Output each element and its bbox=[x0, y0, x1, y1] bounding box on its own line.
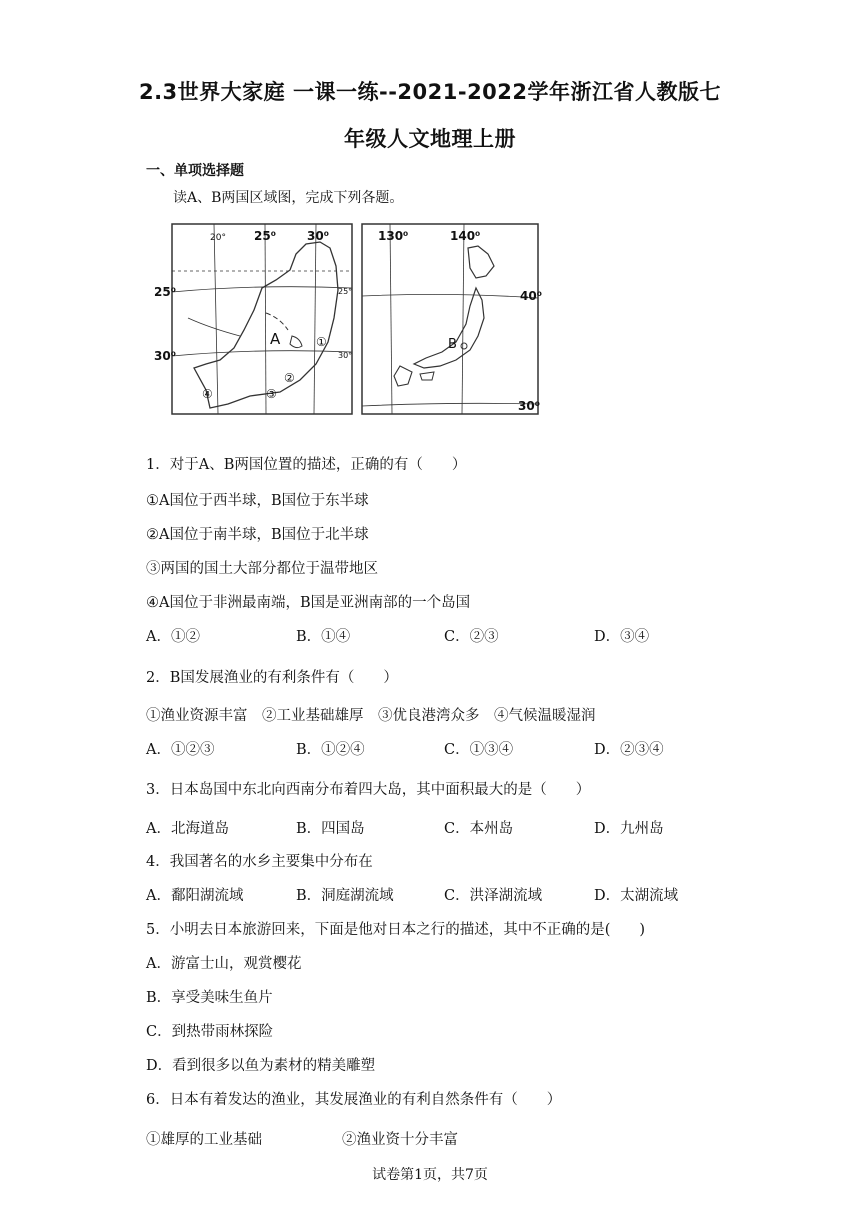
question-2-option-d[interactable]: D．②③④ bbox=[594, 742, 664, 758]
question-1-statement-1: ①A国位于西半球，B国位于东半球 bbox=[146, 493, 369, 509]
map-a-lon-30: 30⁰ bbox=[307, 229, 329, 243]
question-1-statement-3: ③两国的国土大部分都位于温带地区 bbox=[146, 561, 378, 577]
map-a-city-4: ④ bbox=[202, 387, 213, 401]
question-6-statement-2: ②渔业资十分丰富 bbox=[342, 1132, 458, 1148]
page-title-line1: 2.3世界大家庭 一课一练--2021-2022学年浙江省人教版七 bbox=[138, 80, 722, 104]
question-1-stem: 1．对于A、B两国位置的描述，正确的有（ ） bbox=[146, 457, 467, 473]
question-1-statement-2: ②A国位于南半球，B国位于北半球 bbox=[146, 527, 369, 543]
map-a-city-1: ① bbox=[316, 335, 327, 349]
question-3-option-a[interactable]: A．北海道岛 bbox=[146, 821, 229, 837]
map-b-lat-30: 30⁰ bbox=[518, 399, 540, 413]
question-4-option-d[interactable]: D．太湖流域 bbox=[594, 888, 679, 904]
question-6-statement-1: ①雄厚的工业基础 bbox=[146, 1132, 262, 1148]
map-a-lat-30-right: 30° bbox=[338, 351, 353, 360]
question-1-option-b[interactable]: B．①④ bbox=[296, 629, 351, 645]
question-5-stem: 5．小明去日本旅游回来，下面是他对日本之行的描述，其中不正确的是( ) bbox=[146, 922, 646, 938]
map-a-lat-25-right: 25° bbox=[338, 287, 353, 296]
map-a-city-2: ② bbox=[284, 371, 295, 385]
map-a-city-3: ③ bbox=[266, 387, 277, 401]
section-heading: 一、单项选择题 bbox=[146, 163, 244, 179]
question-3-option-c[interactable]: C．本州岛 bbox=[444, 821, 514, 837]
question-3-option-b[interactable]: B．四国岛 bbox=[296, 821, 365, 837]
question-1-option-c[interactable]: C．②③ bbox=[444, 629, 499, 645]
map-b-lon-130: 130⁰ bbox=[378, 229, 409, 243]
question-2-option-b[interactable]: B．①②④ bbox=[296, 742, 365, 758]
question-2-stem: 2．B国发展渔业的有利条件有（ ） bbox=[146, 670, 398, 686]
question-2-option-a[interactable]: A．①②③ bbox=[146, 742, 215, 758]
question-4-option-a[interactable]: A．鄱阳湖流域 bbox=[146, 888, 244, 904]
question-5-option-d[interactable]: D．看到很多以鱼为素材的精美雕塑 bbox=[146, 1058, 376, 1074]
map-a bbox=[172, 224, 352, 414]
question-4-stem: 4．我国著名的水乡主要集中分布在 bbox=[146, 854, 373, 870]
question-2-option-c[interactable]: C．①③④ bbox=[444, 742, 514, 758]
question-5-option-a[interactable]: A．游富士山，观赏樱花 bbox=[146, 956, 302, 972]
region-map-figure bbox=[150, 218, 544, 426]
map-a-lat-30: 30⁰ bbox=[154, 349, 176, 363]
question-3-option-d[interactable]: D．九州岛 bbox=[594, 821, 664, 837]
page-title-line2: 年级人文地理上册 bbox=[344, 127, 516, 151]
intro-text: 读A、B两国区域图，完成下列各题。 bbox=[173, 190, 404, 206]
map-b-country-label: B bbox=[448, 337, 457, 352]
map-a-lon-25: 25⁰ bbox=[254, 229, 276, 243]
map-b-lat-40: 40⁰ bbox=[520, 289, 542, 303]
question-2-statements: ①渔业资源丰富 ②工业基础雄厚 ③优良港湾众多 ④气候温暖湿润 bbox=[146, 708, 596, 724]
map-a-lon-20: 20° bbox=[210, 233, 226, 243]
question-3-stem: 3．日本岛国中东北向西南分布着四大岛，其中面积最大的是（ ） bbox=[146, 782, 591, 798]
question-1-option-a[interactable]: A．①② bbox=[146, 629, 200, 645]
map-b bbox=[362, 224, 538, 414]
question-5-option-b[interactable]: B．享受美味生鱼片 bbox=[146, 990, 273, 1006]
question-6-stem: 6．日本有着发达的渔业，其发展渔业的有利自然条件有（ ） bbox=[146, 1092, 562, 1108]
question-1-option-d[interactable]: D．③④ bbox=[594, 629, 650, 645]
question-4-option-b[interactable]: B．洞庭湖流域 bbox=[296, 888, 394, 904]
map-a-country-label: A bbox=[270, 330, 281, 348]
map-a-labels bbox=[154, 229, 352, 401]
question-5-option-c[interactable]: C．到热带雨林探险 bbox=[146, 1024, 274, 1040]
map-b-lon-140: 140⁰ bbox=[450, 229, 481, 243]
question-4-option-c[interactable]: C．洪泽湖流域 bbox=[444, 888, 543, 904]
question-1-statement-4: ④A国位于非洲最南端，B国是亚洲南部的一个岛国 bbox=[146, 595, 471, 611]
map-a-lat-25: 25⁰ bbox=[154, 285, 176, 299]
page-footer: 试卷第1页，共7页 bbox=[372, 1167, 488, 1183]
